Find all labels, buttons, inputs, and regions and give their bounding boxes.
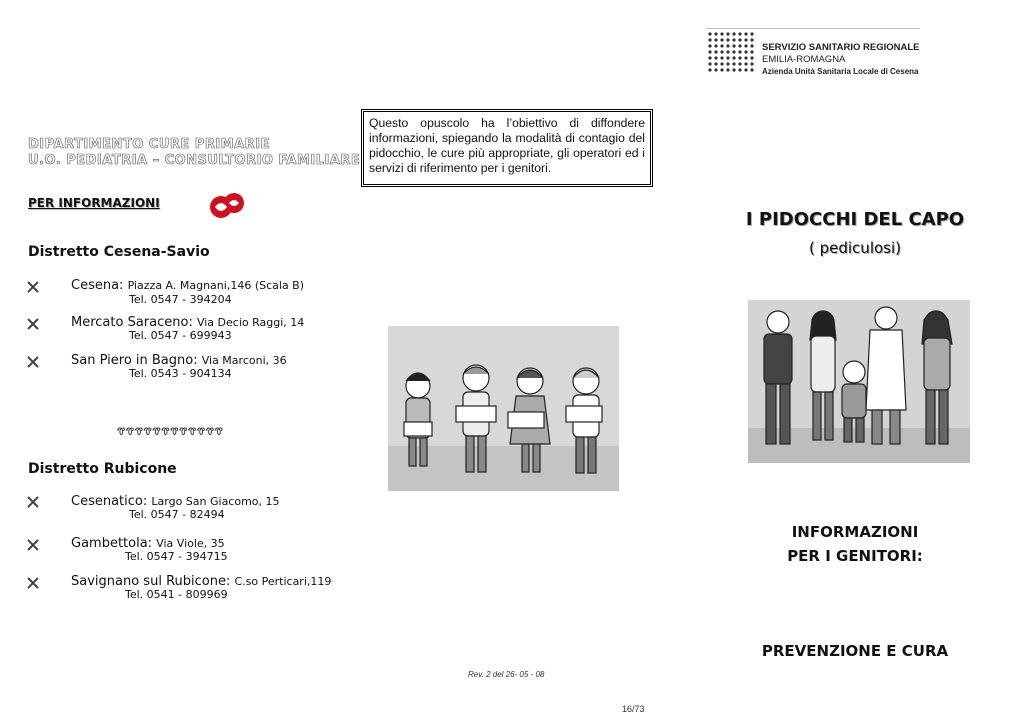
location-san-piero: San Piero in Bagno: Via Marconi, 36 [71,353,287,368]
location-cesena: Cesena: Piazza A. Magnani,146 (Scala B) [71,278,305,293]
location-savignano: Savignano sul Rubicone: C.so Perticari,119 [71,574,332,589]
bullet-cross-icon [27,356,39,368]
bullet-cross-icon [27,318,39,330]
location-cesenatico: Cesenatico: Largo San Giacomo, 15 [71,494,280,509]
tel-savignano: Tel. 0541 - 809969 [125,588,228,601]
tel-cesena: Tel. 0547 - 394204 [129,293,232,306]
brochure-subtitle: ( pediculosi) [809,239,901,257]
family-doctor-illustration [748,300,970,463]
bullet-cross-icon [27,281,39,293]
bullet-cross-icon [27,539,39,551]
bullet-cross-icon [27,577,39,589]
header-rule [706,28,920,29]
children-illustration [388,326,619,491]
revision-note: Rev. 2 del 26- 05 - 08 [468,670,545,679]
location-gambettola: Gambettola: Via Viole, 35 [71,536,225,551]
district-rubicone-title: Distretto Rubicone [28,461,177,477]
info-for-parents-line1: INFORMAZIONI [791,523,919,541]
brochure-title: I PIDOCCHI DEL CAPO [745,209,965,230]
tel-mercato-saraceno: Tel. 0547 - 699943 [129,329,232,342]
separator-ornament: ᏡᏡᏡᏡᏡᏡᏡᏡᏡᏡᏡᏡ [117,427,224,438]
department-subtitle: U.O. PEDIATRIA – CONSULTORIO FAMILIARE [28,153,361,168]
department-title: DIPARTIMENTO CURE PRIMARIE [28,137,270,152]
consultorio-logo-icon [207,191,247,221]
tel-cesenatico: Tel. 0547 - 82494 [129,508,225,521]
prevention-title: PREVENZIONE E CURA [761,642,949,660]
org-name-line3: Azienda Unità Sanitaria Locale di Cesena [762,67,919,76]
info-heading: PER INFORMAZIONI [28,196,160,210]
regional-health-logo-icon [706,30,756,76]
page-number: 16/73 [622,704,645,714]
tel-gambettola: Tel. 0547 - 394715 [125,550,228,563]
org-name-line1: SERVIZIO SANITARIO REGIONALE [762,42,920,53]
info-for-parents-line2: PER I GENITORI: [787,547,923,565]
org-name-line2: EMILIA-ROMAGNA [762,54,846,65]
bullet-cross-icon [27,496,39,508]
info-box: Questo opuscolo ha l’obiettivo di diffondere informazioni, spiegando la modalità di contagio del pidocchio, le cure più appropriate, gli operatori ed i servizi di riferimento per i genitori. [361,109,653,187]
location-mercato-saraceno: Mercato Saraceno: Via Decio Raggi, 14 [71,315,305,330]
district-cesena-savio-title: Distretto Cesena-Savio [28,244,210,260]
tel-san-piero: Tel. 0543 - 904134 [129,367,232,380]
